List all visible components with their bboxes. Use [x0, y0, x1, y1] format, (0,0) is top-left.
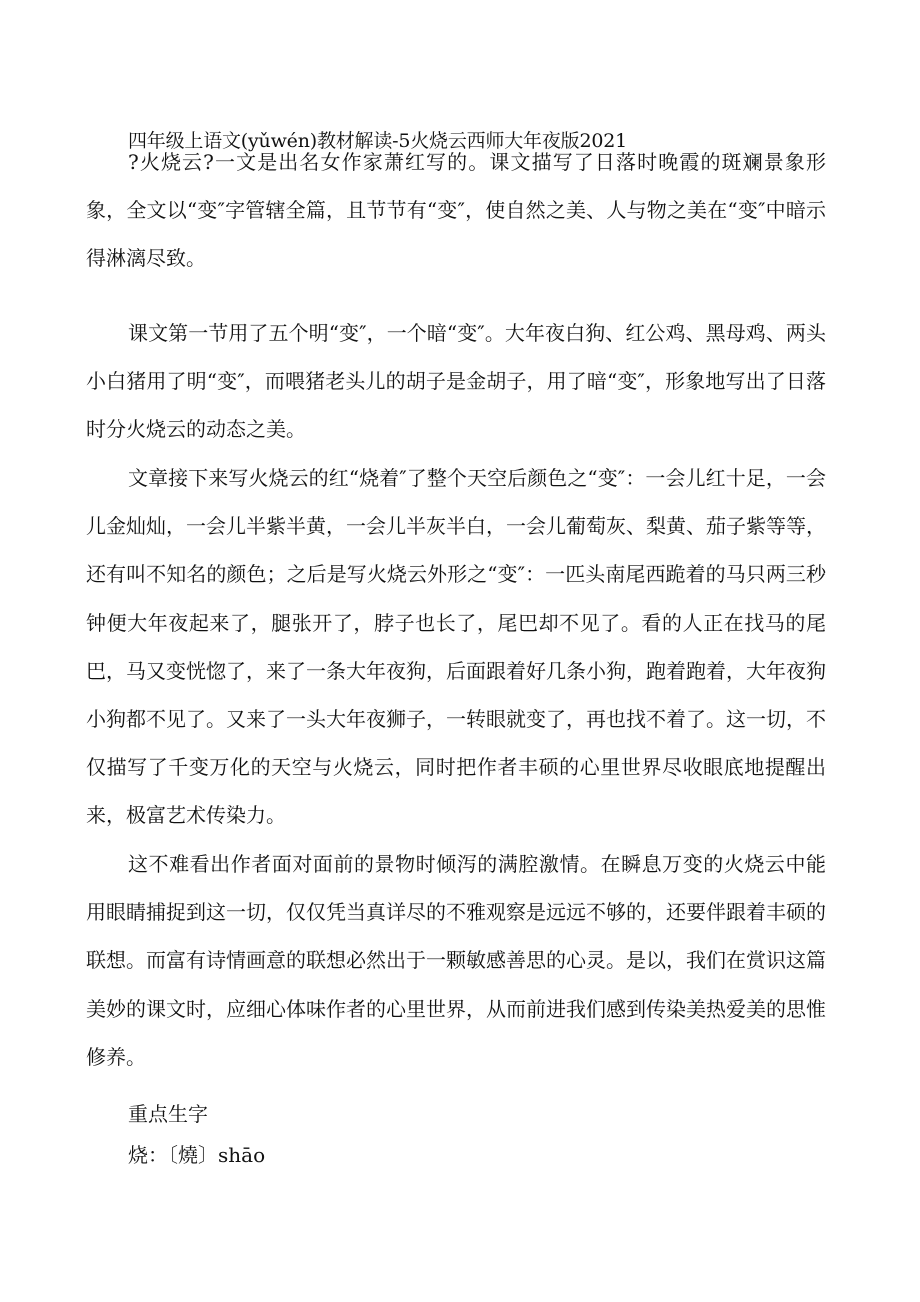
vocab-entry: 烧：〔燒〕shāo — [128, 1143, 266, 1167]
paragraph-first-section: 课文第一节用了五个明“变″，一个暗“变″。大年夜白狗、红公鸡、黑母鸡、两头小白猪用了明“变″，而喂猪老头儿的胡子是金胡子，用了暗“变″，形象地写出了日落时分火烧云的动态之美。 — [86, 321, 826, 442]
section-heading-key-characters: 重点生字 — [128, 1102, 208, 1126]
paragraph-intro: ?火烧云?一文是出名女作家萧红写的。课文描写了日落时晚霞的斑斓景象形象，全文以“变″字管辖全篇，且节节有“变″，使自然之美、人与物之美在“变″中暗示得淋漓尽致。 — [86, 150, 826, 271]
paragraph-author-emotion: 这不难看出作者面对面前的景物时倾泻的满腔激情。在瞬息万变的火烧云中能用眼睛捕捉到这一切，仅仅凭当真详尽的不雅观察是远远不够的，还要伴跟着丰硕的联想。而富有诗情画意的联想必然出于一颗敏感善思的心灵。是以，我们在赏识这篇美妙的课文时，应细心体味作者的心里世界，从而前进我们感到传染美热爱美的思惟修养。 — [86, 852, 826, 1069]
document-title: 四年级上语文(yǔwén)教材解读-5火烧云西师大年夜版2021 — [128, 130, 628, 152]
paragraph-color-shape-changes: 文章接下来写火烧云的红“烧着″了整个天空后颜色之“变″：一会儿红十足，一会儿金灿灿，一会儿半紫半黄，一会儿半灰半白，一会儿葡萄灰、梨黄、茄子紫等等，还有叫不知名的颜色；之后是写火烧云外形之“变″：一匹头南尾西跪着的马只两三秒钟便大年夜起来了，腿张开了，脖子也长了，尾巴却不见了。看的人正在找马的尾巴，马又变恍惚了，来了一条大年夜狗，后面跟着好几条小狗，跑着跑着，大年夜狗小狗都不见了。又来了一头大年夜狮子，一转眼就变了，再也找不着了。这一切，不仅描写了千变万化的天空与火烧云，同时把作者丰硕的心里世界尽收眼底地提醒出来，极富艺术传染力。 — [86, 466, 826, 828]
